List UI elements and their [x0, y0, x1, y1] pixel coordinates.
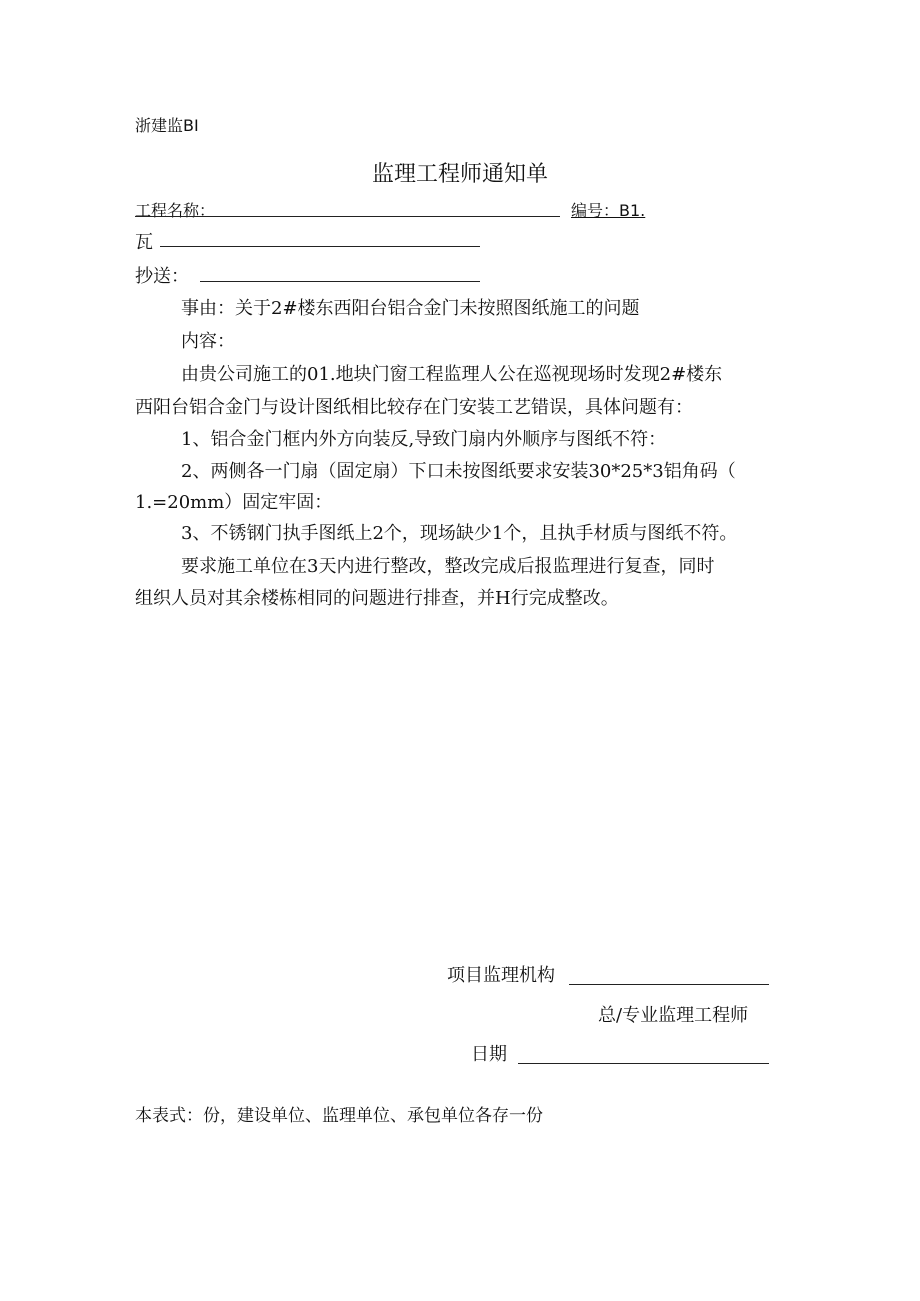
para1-line1: 由贵公司施工的01.地块门窗工程监理人公在巡视现场时发现2#楼东 — [181, 364, 723, 385]
engineer-label: 总/专业监理工程师 — [598, 1005, 749, 1026]
content-label: 内容： — [181, 331, 235, 352]
footer-note: 本表式：份，建设单位、监理单位、承包单位各存一份 — [135, 1106, 543, 1126]
para1-line2: 西阳台铝合金门与设计图纸相比较存在门安装工艺错误，具体问题有： — [135, 397, 693, 418]
to-label: 瓦 — [135, 232, 153, 253]
date-field — [518, 1063, 769, 1064]
to-field — [160, 246, 480, 247]
subject: 事由：关于2#楼东西阳台铝合金门未按照图纸施工的问题 — [181, 298, 640, 319]
project-name-label: 工程名称： — [135, 201, 216, 220]
page-title: 监理工程师通知单 — [371, 162, 548, 187]
org-label: 项目监理机构 — [447, 965, 555, 986]
requirement-line1: 要求施工单位在3天内进行整改，整改完成后报监理进行复查，同时 — [181, 556, 715, 577]
number-label: 编号：B1. — [571, 201, 646, 220]
item-1: 1、铝合金门框内外方向装反,导致门扇内外顺序与图纸不符： — [181, 429, 667, 450]
item-2-line2: 1.=20mm）固定牢固： — [135, 492, 333, 513]
cc-field — [200, 281, 480, 282]
item-2-line1: 2、两侧各一门扇（固定扇）下口未按图纸要求安装30*25*3铝角码（ — [181, 461, 736, 482]
cc-label: 抄送： — [135, 266, 189, 287]
form-code: 浙建监BI — [135, 116, 199, 135]
date-label: 日期 — [471, 1044, 507, 1065]
requirement-line2: 组织人员对其余楼栋相同的问题进行排查，并H行完成整改。 — [135, 588, 619, 609]
org-field — [569, 984, 769, 985]
item-3: 3、不锈钢门执手图纸上2个，现场缺少1个，且执手材质与图纸不符。 — [181, 523, 738, 544]
project-name-field — [135, 216, 560, 217]
